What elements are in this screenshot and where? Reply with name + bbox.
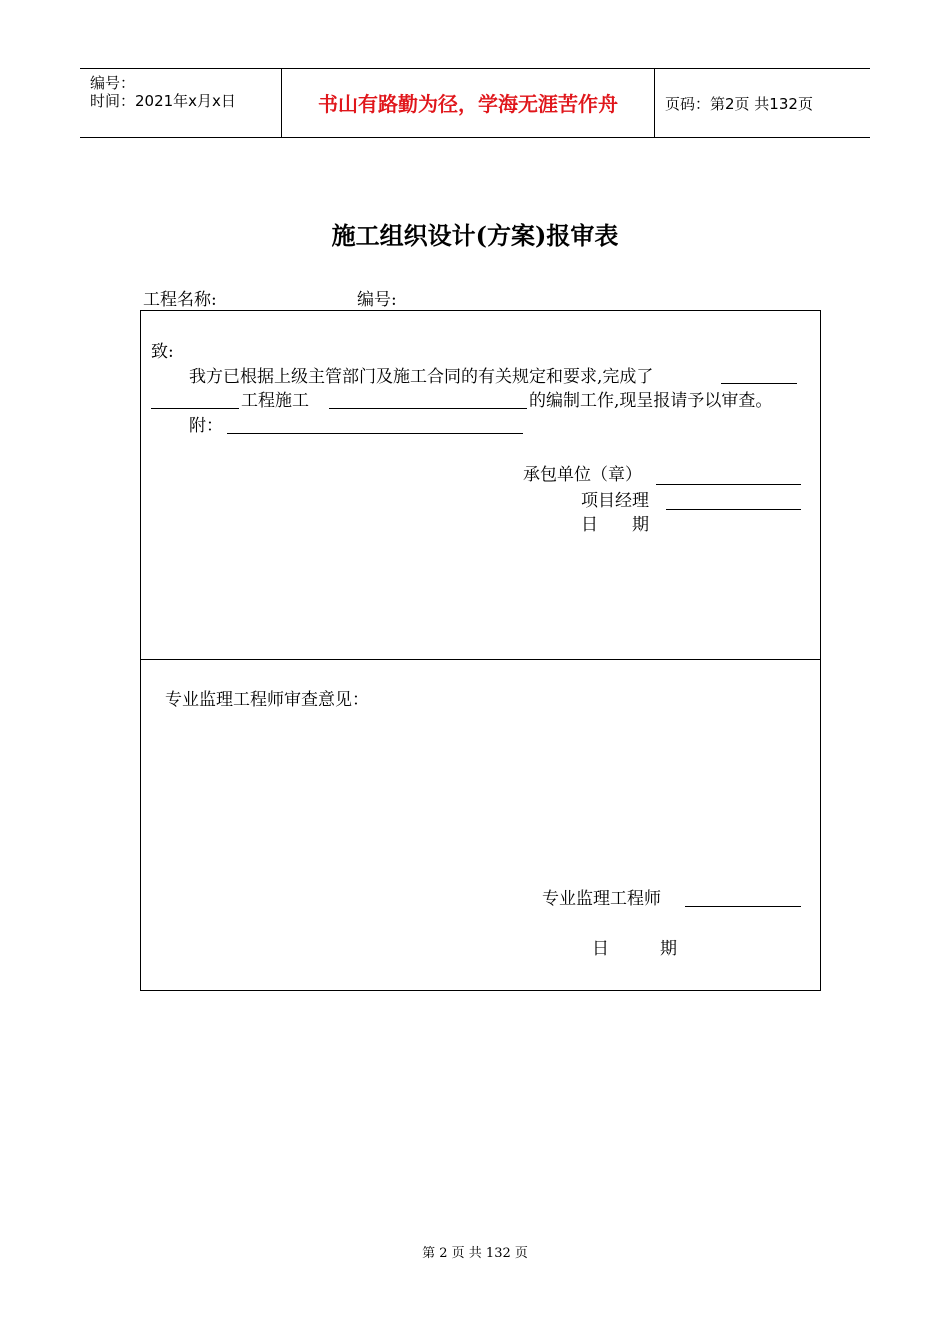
plan-name-blank[interactable] [329,408,527,409]
review-date-label: 日 期 [592,939,677,959]
engineer-blank[interactable] [685,906,801,907]
footer-page-number: 第 2 页 共 132 页 [422,1246,528,1261]
completed-item-blank[interactable] [721,383,797,384]
header-time-label: 时间：2021年x月x日 [90,92,236,110]
body-text-line1: 我方已根据上级主管部门及施工合同的有关规定和要求,完成了 [189,367,654,387]
review-form [140,310,821,991]
header-motto: 书山有路勤为径，学海无涯苦作舟 [318,92,618,116]
contractor-blank[interactable] [656,484,801,485]
header-left-cell [80,69,282,137]
attachment-label: 附： [189,416,223,436]
project-manager-blank[interactable] [666,509,801,510]
body-text-line2-mid: 工程施工 [241,391,309,411]
header-number-label: 编号： [90,74,136,92]
project-name-label: 工程名称: [143,290,217,310]
attachment-blank[interactable] [227,433,523,434]
date-label: 日 期 [581,515,649,535]
contractor-label: 承包单位（章） [523,465,642,485]
serial-number-label: 编号: [357,290,397,310]
body-text-line2-end: 的编制工作,现呈报请予以审查。 [529,391,773,411]
addressee-label: 致: [151,342,174,362]
section-divider [141,659,820,660]
document-title: 施工组织设计(方案)报审表 [331,221,619,250]
engineer-label: 专业监理工程师 [542,889,661,909]
document-header [80,68,870,138]
project-manager-label: 项目经理 [581,491,649,511]
header-middle-cell [282,69,655,137]
header-right-cell [655,69,870,137]
review-opinion-label: 专业监理工程师审查意见： [165,690,369,710]
project-blank[interactable] [151,408,239,409]
header-page-info: 页码：第2页 共132页 [665,95,813,113]
